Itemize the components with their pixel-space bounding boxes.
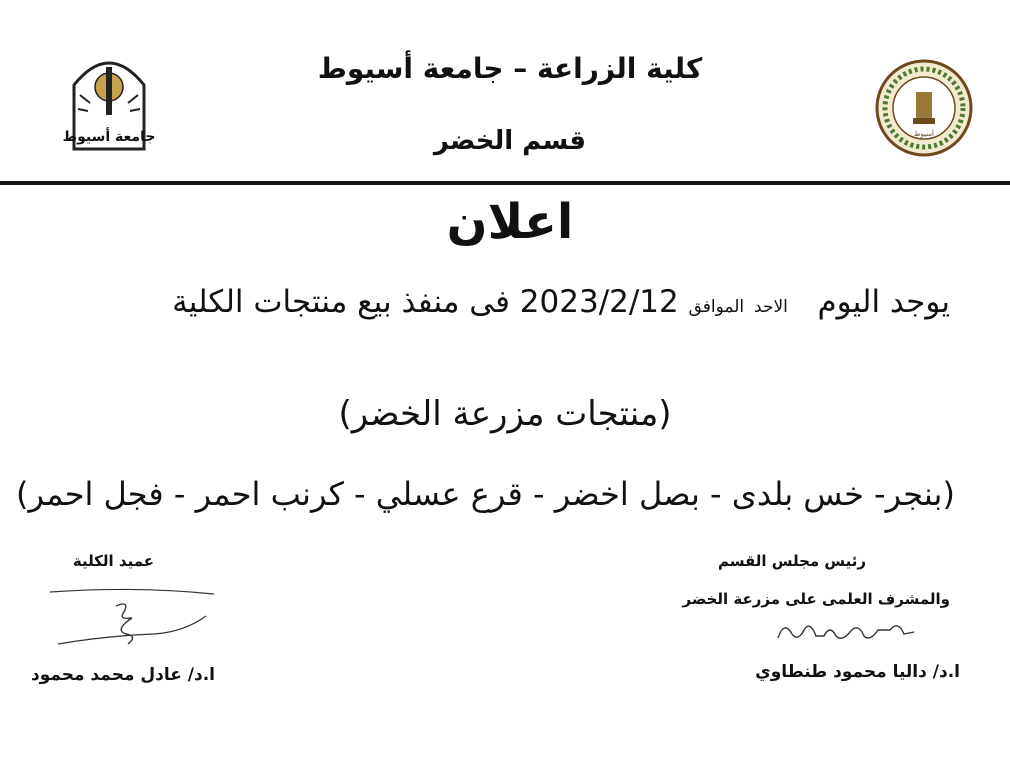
svg-text:جامعة أسيوط: جامعة أسيوط [62,129,156,145]
dean-title: عميد الكلية [72,552,154,570]
svg-text:أسيوط: أسيوط [913,130,935,138]
announcement-date: 2023/2/12 [519,284,679,320]
faculty-of-agriculture-seal [873,58,975,158]
department-heading: قسم الخضر [433,126,587,156]
announcement-line [60,280,950,329]
department-chair-name: ا.د/ داليا محمود طنطاوي [755,662,960,682]
department-chair-title: رئيس مجلس القسم [717,552,866,570]
chair-handwritten-signature [770,612,920,648]
announcement-title: اعلان [446,194,574,250]
products-list: (بنجر- خس بلدى - بصل اخضر - قرع عسلي - كرنب احمر - فجل احمر) [16,475,955,513]
line-start: يوجد اليوم [817,284,950,320]
line-end: فى منفذ بيع منتجات الكلية [172,284,510,320]
farm-supervisor-title: والمشرف العلمى على مزرعة الخضر [682,590,950,608]
products-heading: (منتجات مزرعة الخضر) [338,394,672,434]
day-label: الاحد [754,297,788,317]
dean-handwritten-signature [44,586,219,656]
header-divider [0,181,1010,185]
faculty-university-heading: كلية الزراعة – جامعة أسيوط [317,52,703,85]
dean-name: ا.د/ عادل محمد محمود [31,665,215,685]
assiut-university-logo [62,45,156,153]
corresponding-label: الموافق [688,297,745,317]
